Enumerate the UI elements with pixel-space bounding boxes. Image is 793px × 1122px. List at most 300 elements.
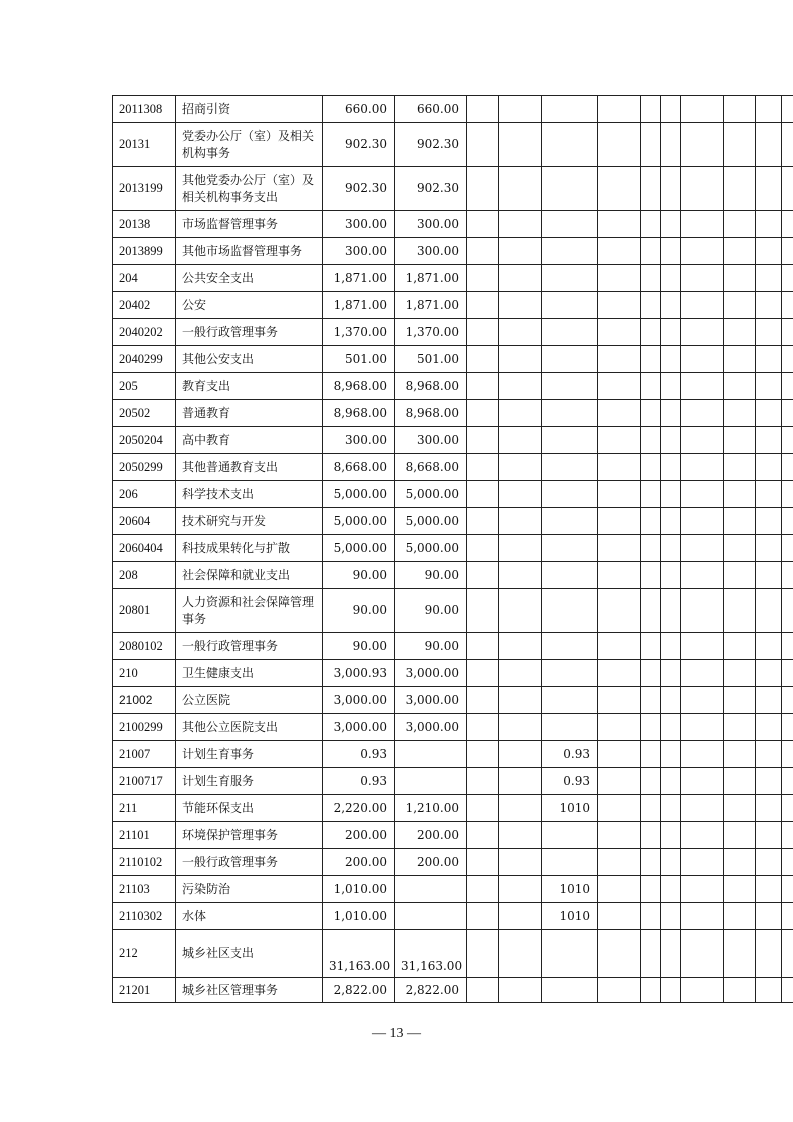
empty-cell bbox=[467, 633, 499, 660]
table-row bbox=[113, 211, 793, 238]
empty-cell bbox=[499, 978, 542, 1003]
empty-cell bbox=[782, 238, 793, 265]
empty-cell bbox=[499, 633, 542, 660]
code-cell: 2110302 bbox=[113, 903, 176, 930]
empty-cell bbox=[782, 373, 793, 400]
code-cell: 206 bbox=[113, 481, 176, 508]
empty-cell bbox=[499, 660, 542, 687]
empty-cell bbox=[756, 714, 782, 741]
empty-cell bbox=[724, 822, 756, 849]
empty-cell bbox=[724, 849, 756, 876]
empty-cell bbox=[499, 96, 542, 123]
empty-cell bbox=[724, 508, 756, 535]
empty-cell bbox=[756, 768, 782, 795]
empty-cell bbox=[467, 123, 499, 167]
total-cell: 300.00 bbox=[323, 211, 395, 238]
empty-cell bbox=[681, 930, 724, 978]
empty-cell bbox=[467, 768, 499, 795]
total-cell: 660.00 bbox=[323, 96, 395, 123]
name-cell: 公共安全支出 bbox=[176, 265, 323, 292]
fund-budget-cell bbox=[542, 660, 598, 687]
fund-budget-cell: 0.93 bbox=[542, 768, 598, 795]
empty-cell bbox=[756, 687, 782, 714]
empty-cell bbox=[756, 238, 782, 265]
table-row bbox=[113, 427, 793, 454]
empty-cell bbox=[724, 211, 756, 238]
code-cell: 2013899 bbox=[113, 238, 176, 265]
empty-cell bbox=[598, 238, 641, 265]
empty-cell bbox=[756, 427, 782, 454]
total-cell: 1,370.00 bbox=[323, 319, 395, 346]
empty-cell bbox=[724, 373, 756, 400]
general-budget-cell: 660.00 bbox=[395, 96, 467, 123]
code-cell: 2040299 bbox=[113, 346, 176, 373]
empty-cell bbox=[756, 319, 782, 346]
total-cell: 200.00 bbox=[323, 849, 395, 876]
empty-cell bbox=[598, 319, 641, 346]
empty-cell bbox=[661, 714, 681, 741]
code-cell: 20801 bbox=[113, 589, 176, 633]
empty-cell bbox=[661, 454, 681, 481]
name-cell: 计划生育服务 bbox=[176, 768, 323, 795]
empty-cell bbox=[782, 319, 793, 346]
empty-cell bbox=[681, 978, 724, 1003]
empty-cell bbox=[467, 211, 499, 238]
total-cell: 300.00 bbox=[323, 427, 395, 454]
empty-cell bbox=[641, 876, 661, 903]
general-budget-cell: 90.00 bbox=[395, 562, 467, 589]
empty-cell bbox=[724, 454, 756, 481]
empty-cell bbox=[467, 535, 499, 562]
empty-cell bbox=[499, 427, 542, 454]
empty-cell bbox=[641, 741, 661, 768]
empty-cell bbox=[661, 741, 681, 768]
fund-budget-cell bbox=[542, 535, 598, 562]
empty-cell bbox=[661, 903, 681, 930]
empty-cell bbox=[756, 633, 782, 660]
empty-cell bbox=[467, 849, 499, 876]
empty-cell bbox=[641, 822, 661, 849]
code-cell: 2011308 bbox=[113, 96, 176, 123]
empty-cell bbox=[467, 714, 499, 741]
empty-cell bbox=[641, 346, 661, 373]
empty-cell bbox=[756, 508, 782, 535]
empty-cell bbox=[499, 795, 542, 822]
empty-cell bbox=[641, 795, 661, 822]
total-cell: 0.93 bbox=[323, 741, 395, 768]
fund-budget-cell bbox=[542, 508, 598, 535]
fund-budget-cell bbox=[542, 849, 598, 876]
empty-cell bbox=[499, 589, 542, 633]
code-cell: 2110102 bbox=[113, 849, 176, 876]
total-cell: 5,000.00 bbox=[323, 508, 395, 535]
empty-cell bbox=[756, 535, 782, 562]
table-row bbox=[113, 400, 793, 427]
empty-cell bbox=[499, 265, 542, 292]
total-cell: 90.00 bbox=[323, 562, 395, 589]
empty-cell bbox=[724, 876, 756, 903]
name-cell: 节能环保支出 bbox=[176, 795, 323, 822]
empty-cell bbox=[782, 265, 793, 292]
table-row bbox=[113, 687, 793, 714]
table-row bbox=[113, 238, 793, 265]
empty-cell bbox=[724, 687, 756, 714]
total-cell: 8,668.00 bbox=[323, 454, 395, 481]
total-cell: 5,000.00 bbox=[323, 535, 395, 562]
empty-cell bbox=[782, 978, 793, 1003]
empty-cell bbox=[756, 346, 782, 373]
code-cell: 208 bbox=[113, 562, 176, 589]
empty-cell bbox=[661, 633, 681, 660]
empty-cell bbox=[756, 903, 782, 930]
table-row bbox=[113, 978, 793, 1003]
empty-cell bbox=[724, 167, 756, 211]
empty-cell bbox=[641, 167, 661, 211]
empty-cell bbox=[681, 741, 724, 768]
empty-cell bbox=[598, 876, 641, 903]
name-cell: 其他市场监督管理事务 bbox=[176, 238, 323, 265]
empty-cell bbox=[641, 454, 661, 481]
name-cell: 其他公安支出 bbox=[176, 346, 323, 373]
general-budget-cell: 200.00 bbox=[395, 849, 467, 876]
fund-budget-cell: 1010 bbox=[542, 876, 598, 903]
empty-cell bbox=[782, 714, 793, 741]
total-cell: 902.30 bbox=[323, 123, 395, 167]
name-cell: 一般行政管理事务 bbox=[176, 633, 323, 660]
empty-cell bbox=[598, 481, 641, 508]
empty-cell bbox=[724, 400, 756, 427]
fund-budget-cell bbox=[542, 319, 598, 346]
empty-cell bbox=[499, 562, 542, 589]
empty-cell bbox=[641, 265, 661, 292]
empty-cell bbox=[681, 589, 724, 633]
empty-cell bbox=[598, 633, 641, 660]
empty-cell bbox=[499, 454, 542, 481]
empty-cell bbox=[598, 346, 641, 373]
empty-cell bbox=[499, 849, 542, 876]
general-budget-cell: 1,370.00 bbox=[395, 319, 467, 346]
general-budget-cell: 8,668.00 bbox=[395, 454, 467, 481]
empty-cell bbox=[499, 238, 542, 265]
total-cell: 300.00 bbox=[323, 238, 395, 265]
empty-cell bbox=[598, 822, 641, 849]
empty-cell bbox=[598, 714, 641, 741]
empty-cell bbox=[681, 660, 724, 687]
name-cell: 科技成果转化与扩散 bbox=[176, 535, 323, 562]
general-budget-cell: 501.00 bbox=[395, 346, 467, 373]
name-cell: 技术研究与开发 bbox=[176, 508, 323, 535]
empty-cell bbox=[661, 589, 681, 633]
empty-cell bbox=[467, 660, 499, 687]
empty-cell bbox=[598, 687, 641, 714]
empty-cell bbox=[756, 589, 782, 633]
empty-cell bbox=[598, 427, 641, 454]
general-budget-cell: 5,000.00 bbox=[395, 508, 467, 535]
empty-cell bbox=[598, 123, 641, 167]
name-cell: 教育支出 bbox=[176, 373, 323, 400]
code-cell: 21201 bbox=[113, 978, 176, 1003]
code-cell: 211 bbox=[113, 795, 176, 822]
empty-cell bbox=[756, 849, 782, 876]
empty-cell bbox=[782, 508, 793, 535]
name-cell: 其他普通教育支出 bbox=[176, 454, 323, 481]
empty-cell bbox=[681, 167, 724, 211]
general-budget-cell: 1,871.00 bbox=[395, 292, 467, 319]
general-budget-cell: 8,968.00 bbox=[395, 373, 467, 400]
total-cell: 90.00 bbox=[323, 589, 395, 633]
general-budget-cell: 90.00 bbox=[395, 633, 467, 660]
empty-cell bbox=[661, 508, 681, 535]
total-cell: 902.30 bbox=[323, 167, 395, 211]
code-cell: 2100299 bbox=[113, 714, 176, 741]
general-budget-cell: 902.30 bbox=[395, 167, 467, 211]
code-cell: 210 bbox=[113, 660, 176, 687]
code-cell: 2050299 bbox=[113, 454, 176, 481]
total-cell: 501.00 bbox=[323, 346, 395, 373]
empty-cell bbox=[724, 562, 756, 589]
empty-cell bbox=[661, 427, 681, 454]
table-row bbox=[113, 741, 793, 768]
name-cell: 公安 bbox=[176, 292, 323, 319]
empty-cell bbox=[756, 211, 782, 238]
empty-cell bbox=[661, 768, 681, 795]
empty-cell bbox=[756, 660, 782, 687]
empty-cell bbox=[782, 741, 793, 768]
empty-cell bbox=[756, 292, 782, 319]
general-budget-cell: 90.00 bbox=[395, 589, 467, 633]
empty-cell bbox=[782, 849, 793, 876]
general-budget-cell: 3,000.00 bbox=[395, 687, 467, 714]
budget-table bbox=[112, 95, 793, 1003]
empty-cell bbox=[467, 930, 499, 978]
code-cell: 21007 bbox=[113, 741, 176, 768]
table-row bbox=[113, 876, 793, 903]
general-budget-cell: 5,000.00 bbox=[395, 535, 467, 562]
empty-cell bbox=[499, 903, 542, 930]
fund-budget-cell bbox=[542, 238, 598, 265]
table-row bbox=[113, 714, 793, 741]
empty-cell bbox=[598, 903, 641, 930]
name-cell: 公立医院 bbox=[176, 687, 323, 714]
empty-cell bbox=[499, 687, 542, 714]
empty-cell bbox=[641, 589, 661, 633]
empty-cell bbox=[681, 123, 724, 167]
fund-budget-cell bbox=[542, 346, 598, 373]
general-budget-cell bbox=[395, 903, 467, 930]
total-cell: 90.00 bbox=[323, 633, 395, 660]
table-row bbox=[113, 319, 793, 346]
empty-cell bbox=[467, 508, 499, 535]
empty-cell bbox=[681, 211, 724, 238]
empty-cell bbox=[467, 265, 499, 292]
empty-cell bbox=[641, 633, 661, 660]
empty-cell bbox=[598, 930, 641, 978]
empty-cell bbox=[681, 400, 724, 427]
empty-cell bbox=[641, 849, 661, 876]
name-cell: 城乡社区支出 bbox=[176, 930, 323, 978]
fund-budget-cell bbox=[542, 562, 598, 589]
empty-cell bbox=[681, 238, 724, 265]
total-cell: 3,000.00 bbox=[323, 687, 395, 714]
empty-cell bbox=[641, 292, 661, 319]
empty-cell bbox=[782, 292, 793, 319]
empty-cell bbox=[598, 660, 641, 687]
fund-budget-cell: 1010 bbox=[542, 795, 598, 822]
empty-cell bbox=[641, 714, 661, 741]
name-cell: 城乡社区管理事务 bbox=[176, 978, 323, 1003]
name-cell: 计划生育事务 bbox=[176, 741, 323, 768]
empty-cell bbox=[681, 795, 724, 822]
empty-cell bbox=[782, 903, 793, 930]
empty-cell bbox=[724, 292, 756, 319]
empty-cell bbox=[499, 167, 542, 211]
empty-cell bbox=[499, 346, 542, 373]
code-cell: 21002 bbox=[113, 687, 176, 714]
total-cell: 8,968.00 bbox=[323, 373, 395, 400]
empty-cell bbox=[499, 714, 542, 741]
empty-cell bbox=[661, 822, 681, 849]
empty-cell bbox=[681, 535, 724, 562]
empty-cell bbox=[681, 562, 724, 589]
empty-cell bbox=[641, 978, 661, 1003]
table-row bbox=[113, 562, 793, 589]
fund-budget-cell bbox=[542, 167, 598, 211]
empty-cell bbox=[724, 741, 756, 768]
empty-cell bbox=[499, 535, 542, 562]
empty-cell bbox=[681, 903, 724, 930]
empty-cell bbox=[724, 930, 756, 978]
general-budget-cell: 1,210.00 bbox=[395, 795, 467, 822]
code-cell: 20138 bbox=[113, 211, 176, 238]
empty-cell bbox=[598, 849, 641, 876]
code-cell: 21103 bbox=[113, 876, 176, 903]
total-cell: 1,010.00 bbox=[323, 876, 395, 903]
empty-cell bbox=[499, 123, 542, 167]
empty-cell bbox=[724, 714, 756, 741]
name-cell: 社会保障和就业支出 bbox=[176, 562, 323, 589]
empty-cell bbox=[782, 633, 793, 660]
empty-cell bbox=[681, 876, 724, 903]
table-body bbox=[113, 96, 793, 1003]
empty-cell bbox=[661, 373, 681, 400]
fund-budget-cell bbox=[542, 633, 598, 660]
empty-cell bbox=[661, 795, 681, 822]
table-row bbox=[113, 535, 793, 562]
empty-cell bbox=[467, 822, 499, 849]
empty-cell bbox=[467, 687, 499, 714]
empty-cell bbox=[467, 978, 499, 1003]
empty-cell bbox=[724, 96, 756, 123]
empty-cell bbox=[756, 123, 782, 167]
empty-cell bbox=[641, 930, 661, 978]
empty-cell bbox=[681, 373, 724, 400]
fund-budget-cell bbox=[542, 454, 598, 481]
empty-cell bbox=[499, 822, 542, 849]
table-row bbox=[113, 795, 793, 822]
page-number: — 13 — bbox=[372, 1026, 421, 1041]
fund-budget-cell: 0.93 bbox=[542, 741, 598, 768]
empty-cell bbox=[499, 400, 542, 427]
code-cell: 205 bbox=[113, 373, 176, 400]
general-budget-cell: 300.00 bbox=[395, 427, 467, 454]
empty-cell bbox=[661, 481, 681, 508]
general-budget-cell: 300.00 bbox=[395, 238, 467, 265]
name-cell: 高中教育 bbox=[176, 427, 323, 454]
fund-budget-cell bbox=[542, 427, 598, 454]
empty-cell bbox=[467, 454, 499, 481]
general-budget-cell: 5,000.00 bbox=[395, 481, 467, 508]
empty-cell bbox=[598, 96, 641, 123]
fund-budget-cell bbox=[542, 400, 598, 427]
table-row bbox=[113, 589, 793, 633]
empty-cell bbox=[641, 211, 661, 238]
empty-cell bbox=[499, 211, 542, 238]
empty-cell bbox=[782, 481, 793, 508]
empty-cell bbox=[641, 535, 661, 562]
empty-cell bbox=[467, 795, 499, 822]
fund-budget-cell: 1010 bbox=[542, 903, 598, 930]
table-row bbox=[113, 454, 793, 481]
table-row bbox=[113, 903, 793, 930]
code-cell: 2100717 bbox=[113, 768, 176, 795]
total-cell: 1,010.00 bbox=[323, 903, 395, 930]
empty-cell bbox=[782, 454, 793, 481]
total-cell: 3,000.00 bbox=[323, 714, 395, 741]
total-cell: 0.93 bbox=[323, 768, 395, 795]
empty-cell bbox=[467, 96, 499, 123]
general-budget-cell: 200.00 bbox=[395, 822, 467, 849]
empty-cell bbox=[782, 930, 793, 978]
empty-cell bbox=[467, 589, 499, 633]
empty-cell bbox=[724, 768, 756, 795]
table-row bbox=[113, 768, 793, 795]
empty-cell bbox=[756, 822, 782, 849]
table-row bbox=[113, 849, 793, 876]
empty-cell bbox=[641, 96, 661, 123]
total-cell: 200.00 bbox=[323, 822, 395, 849]
total-cell: 3,000.93 bbox=[323, 660, 395, 687]
name-cell: 水体 bbox=[176, 903, 323, 930]
general-budget-cell bbox=[395, 876, 467, 903]
empty-cell bbox=[598, 167, 641, 211]
empty-cell bbox=[782, 123, 793, 167]
empty-cell bbox=[782, 768, 793, 795]
empty-cell bbox=[724, 123, 756, 167]
table-row bbox=[113, 481, 793, 508]
empty-cell bbox=[641, 427, 661, 454]
empty-cell bbox=[598, 265, 641, 292]
empty-cell bbox=[661, 687, 681, 714]
empty-cell bbox=[641, 238, 661, 265]
name-cell: 普通教育 bbox=[176, 400, 323, 427]
empty-cell bbox=[467, 427, 499, 454]
empty-cell bbox=[724, 978, 756, 1003]
empty-cell bbox=[756, 795, 782, 822]
empty-cell bbox=[681, 96, 724, 123]
empty-cell bbox=[641, 319, 661, 346]
table-row bbox=[113, 346, 793, 373]
empty-cell bbox=[756, 741, 782, 768]
empty-cell bbox=[782, 660, 793, 687]
empty-cell bbox=[467, 319, 499, 346]
code-cell: 20502 bbox=[113, 400, 176, 427]
empty-cell bbox=[499, 741, 542, 768]
empty-cell bbox=[756, 481, 782, 508]
name-cell: 一般行政管理事务 bbox=[176, 849, 323, 876]
name-cell: 科学技术支出 bbox=[176, 481, 323, 508]
general-budget-cell: 31,163.00 bbox=[395, 930, 467, 978]
table-row bbox=[113, 660, 793, 687]
